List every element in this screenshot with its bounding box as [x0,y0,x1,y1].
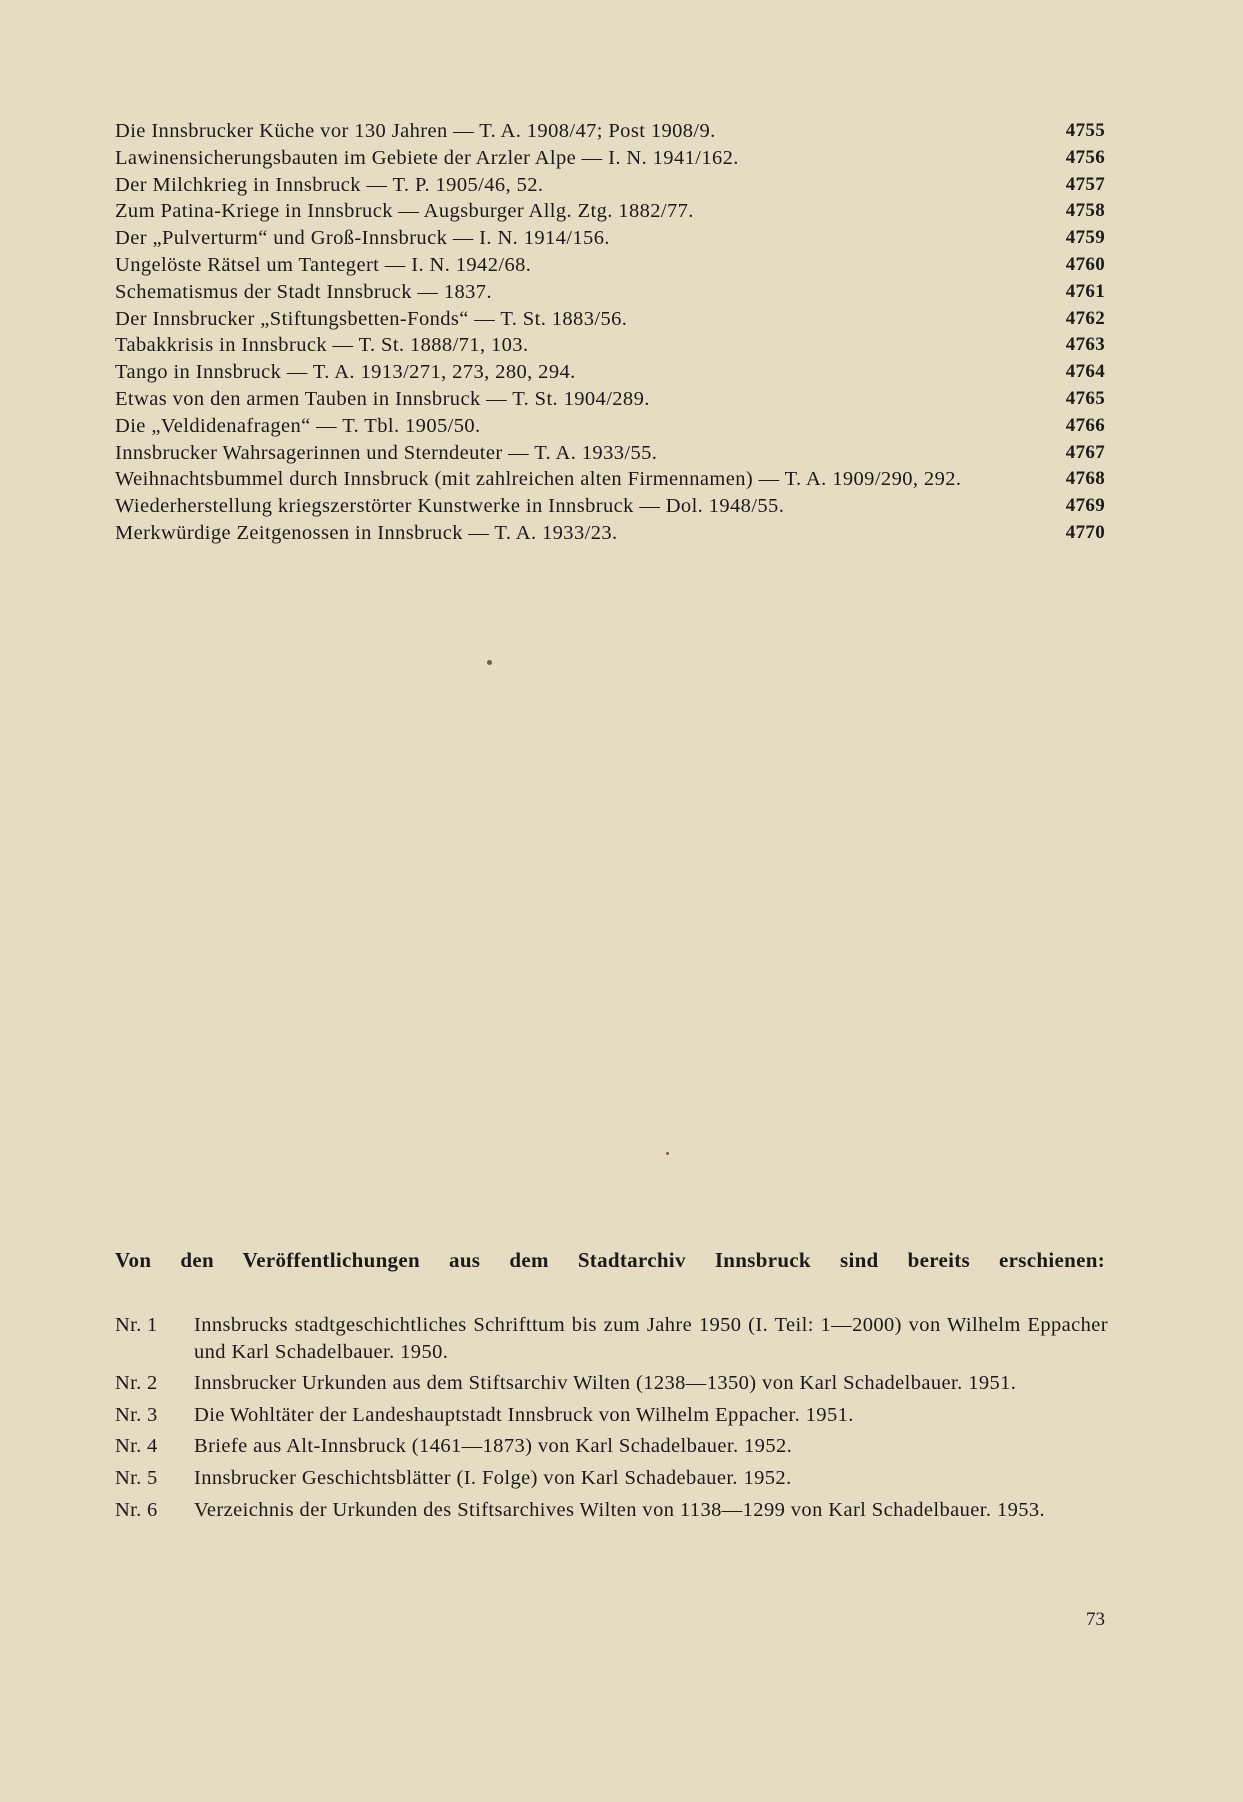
bibliography-entry [115,145,1105,172]
entry-text: Innsbrucker Wahrsagerinnen und Sterndeuter — T. A. 1933/55. [115,441,658,464]
publication-item [115,1370,1108,1397]
entry-number: 4764 [1065,361,1105,383]
entry-text: Ungelöste Rätsel um Tantegert — I. N. 1942/68. [115,253,532,276]
bibliography-entry [115,440,1105,467]
entry-text: Etwas von den armen Tauben in Innsbruck — T. St. 1904/289. [115,387,650,410]
page-number: 73 [1086,1609,1105,1630]
entry-number: 4760 [1065,253,1105,275]
entry-number: 4755 [1065,120,1105,141]
publication-item [115,1433,1108,1460]
entry-number: 4770 [1065,521,1105,543]
entry-text: Der Innsbrucker „Stiftungsbetten-Fonds“ — T. St. 1883/56. [115,307,628,330]
publication-text: Innsbrucker Geschichtsblätter (I. Folge) von Karl Schadebauer. 1952. [194,1466,792,1489]
entry-text: Tango in Innsbruck — T. A. 1913/271, 273, 280, 294. [115,361,576,384]
bibliography-entry [115,279,1105,306]
bibliography-entry [115,493,1105,520]
bibliography-entry [115,172,1105,199]
publication-number: Nr. 1 [115,1314,158,1336]
bibliography-entry [115,386,1105,413]
entry-number: 4757 [1065,173,1105,195]
publication-text: Verzeichnis der Urkunden des Stiftsarchives Wilten von 1138—1299 von Karl Schadelbauer. 1953. [194,1498,1046,1521]
entry-text: Tabakkrisis in Innsbruck — T. St. 1888/71, 103. [115,334,529,357]
publication-number: Nr. 2 [115,1372,158,1395]
publication-item [115,1402,1108,1429]
bibliography-entry [115,359,1105,386]
entry-number: 4763 [1065,334,1105,356]
entry-number: 4769 [1065,495,1105,517]
entry-text: Weihnachtsbummel durch Innsbruck (mit zahlreichen alten Firmennamen) — T. A. 1909/290, 292. [115,468,962,491]
paper-speck [487,660,492,665]
publication-text: Die Wohltäter der Landeshauptstadt Innsbruck von Wilhelm Eppacher. 1951. [194,1403,854,1426]
bibliography-entry [115,306,1105,333]
entry-text: Wiederherstellung kriegszerstörter Kunstwerke in Innsbruck — Dol. 1948/55. [115,495,785,518]
bibliography-entry [115,413,1105,440]
bibliography-entry [115,252,1105,279]
bibliography-list [115,118,1105,547]
entry-number: 4758 [1065,200,1105,222]
bibliography-entry [115,118,1105,145]
publication-item [115,1497,1108,1524]
entry-number: 4761 [1065,280,1105,302]
bibliography-entry [115,225,1105,252]
publication-text: Innsbrucker Urkunden aus dem Stiftsarchiv Wilten (1238—1350) von Karl Schadelbauer. 1951. [194,1372,1017,1395]
entry-number: 4762 [1065,307,1105,329]
bibliography-entry [115,198,1105,225]
entry-number: 4766 [1065,414,1105,436]
paper-speck [666,1152,669,1155]
entry-text: Die „Veldidenafragen“ — T. Tbl. 1905/50. [115,414,481,437]
publications-heading: Von den Veröffentlichungen aus dem Stadtarchiv Innsbruck sind bereits erschienen: [115,1248,1105,1272]
bibliography-entry [115,520,1105,547]
entry-text: Schematismus der Stadt Innsbruck — 1837. [115,280,492,303]
bibliography-entry [115,332,1105,359]
publication-text: Briefe aus Alt-Innsbruck (1461—1873) von Karl Schadelbauer. 1952. [194,1435,793,1458]
publication-number: Nr. 6 [115,1498,158,1521]
entry-number: 4767 [1065,441,1105,463]
bibliography-entry [115,466,1105,493]
entry-text: Lawinensicherungsbauten im Gebiete der Arzler Alpe — I. N. 1941/162. [115,146,739,169]
publications-list [115,1312,1108,1528]
entry-text: Merkwürdige Zeitgenossen in Innsbruck — T. A. 1933/23. [115,521,618,544]
publication-item [115,1465,1108,1492]
entry-number: 4768 [1065,468,1105,490]
publication-number: Nr. 3 [115,1403,158,1426]
entry-number: 4759 [1065,227,1105,249]
entry-text: Die Innsbrucker Küche vor 130 Jahren — T. A. 1908/47; Post 1908/9. [115,120,716,142]
publication-item [115,1312,1108,1365]
entry-number: 4765 [1065,387,1105,409]
publication-text: Innsbrucks stadtgeschichtliches Schrifttum bis zum Jahre 1950 (I. Teil: 1—2000) von Wilhelm Eppacher und Karl Schadelbauer. 1950. [194,1314,1108,1363]
entry-text: Der „Pulverturm“ und Groß-Innsbruck — I. N. 1914/156. [115,227,610,250]
entry-number: 4756 [1065,146,1105,168]
entry-text: Zum Patina-Kriege in Innsbruck — Augsburger Allg. Ztg. 1882/77. [115,200,694,223]
publication-number: Nr. 5 [115,1466,158,1489]
entry-text: Der Milchkrieg in Innsbruck — T. P. 1905/46, 52. [115,173,544,196]
publication-number: Nr. 4 [115,1435,158,1458]
